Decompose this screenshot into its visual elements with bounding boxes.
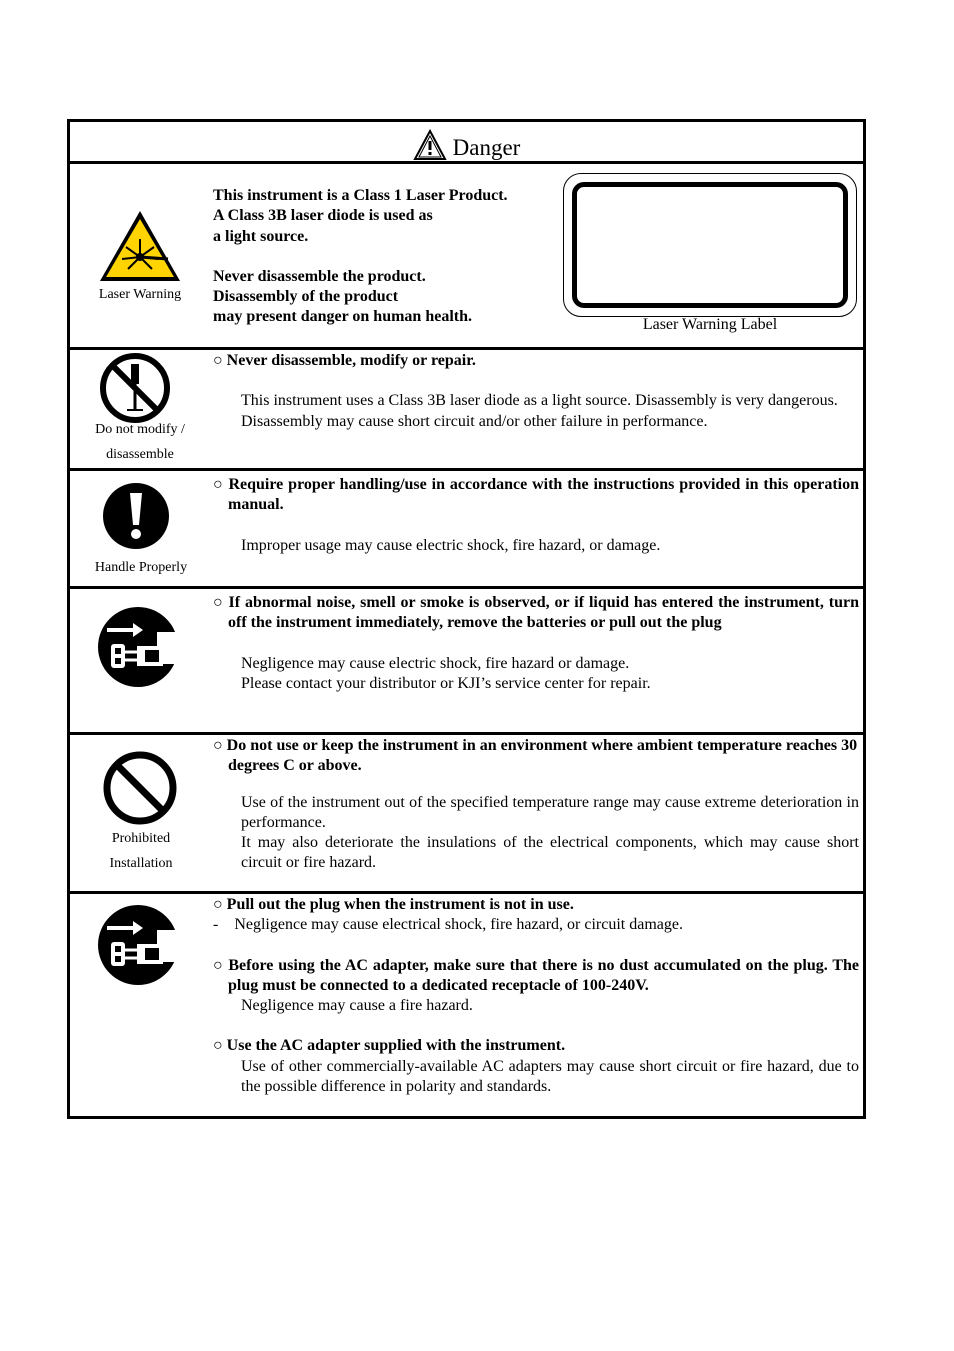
adapter-body: Use of other commercially-available AC adapters may cause short circuit or fire hazard, due to the possible difference in polarity and standards. — [241, 1057, 859, 1096]
unplug-text — [213, 895, 859, 1097]
unplug-body: - Negligence may cause electrical shock, fire hazard, or circuit damage. — [213, 916, 683, 934]
exclamation-icon — [101, 481, 171, 551]
modify-text — [213, 351, 859, 432]
adapter-heading: ○ Use the AC adapter supplied with the instrument. — [213, 1037, 566, 1055]
unplug-heading: ○ Pull out the plug when the instrument is not in use. — [213, 896, 574, 913]
laser-line: This instrument is a Class 1 Laser Product. — [213, 187, 508, 204]
installation-body: Use of the instrument out of the specified temperature range may cause extreme deterioration in performance. — [241, 793, 859, 831]
laser-line: Disassembly of the product — [213, 288, 399, 306]
laser-warning-label-caption: Laser Warning Label — [642, 316, 778, 333]
installation-body: It may also deteriorate the insulations of the electrical components, which may cause short circuit or fire hazard. — [241, 834, 859, 872]
warning-triangle-icon — [413, 129, 447, 161]
danger-header — [70, 122, 863, 164]
laser-warning-caption: Laser Warning — [98, 287, 182, 302]
danger-table — [67, 119, 866, 1119]
handle-caption: Handle Properly — [94, 560, 188, 575]
modify-heading: ○ Never disassemble, modify or repair. — [213, 352, 476, 369]
handle-body: Improper usage may cause electric shock, fire hazard, or damage. — [241, 536, 661, 554]
laser-warning-label — [563, 173, 857, 317]
laser-row — [70, 164, 863, 350]
unplug-row — [70, 891, 863, 1119]
installation-caption: Prohibited Installation — [109, 831, 173, 871]
abnormal-text — [213, 593, 859, 694]
laser-line: may present danger on human health. — [213, 308, 472, 326]
installation-row — [70, 732, 863, 894]
handle-heading: ○ Require proper handling/use in accordance with the instructions provided in this operation manual. — [213, 476, 859, 514]
unplug-icon — [97, 904, 179, 986]
modify-body: Disassembly may cause short circuit and/or other failure in performance. — [241, 412, 708, 430]
modify-caption: Do not modify / disassemble — [95, 422, 185, 462]
handle-row — [70, 471, 863, 589]
installation-text — [213, 736, 859, 874]
handle-text — [213, 475, 859, 556]
danger-title: Danger — [452, 135, 521, 160]
dust-heading: ○ Before using the AC adapter, make sure that there is no dust accumulated on the plug. The plug must be connected to a dedicated receptacle of 100-240V. — [213, 956, 859, 994]
modify-row — [70, 347, 863, 471]
laser-line: a light source. — [213, 227, 309, 245]
unplug-icon — [97, 606, 179, 688]
dust-body: Negligence may cause a fire hazard. — [241, 997, 473, 1015]
laser-line: A Class 3B laser diode is used as — [213, 207, 433, 225]
abnormal-row — [70, 589, 863, 735]
laser-line: Never disassemble the product. — [213, 267, 426, 285]
abnormal-body: Negligence may cause electric shock, fire hazard or damage. — [241, 654, 630, 672]
prohibited-icon — [103, 751, 177, 825]
modify-body: This instrument uses a Class 3B laser diode as a light source. Disassembly is very dangerous. — [241, 392, 838, 410]
abnormal-body: Please contact your distributor or KJI’s service center for repair. — [241, 674, 651, 692]
abnormal-heading: ○ If abnormal noise, smell or smoke is observed, or if liquid has entered the instrument, turn off the instrument immediately, remove the batteries or pull out the plug — [213, 594, 859, 632]
no-disassemble-icon — [97, 350, 173, 426]
installation-heading: ○ Do not use or keep the instrument in an environment where ambient temperature reaches 30 degrees C or above. — [213, 737, 858, 775]
laser-warning-icon — [98, 209, 182, 283]
laser-text — [213, 186, 563, 328]
